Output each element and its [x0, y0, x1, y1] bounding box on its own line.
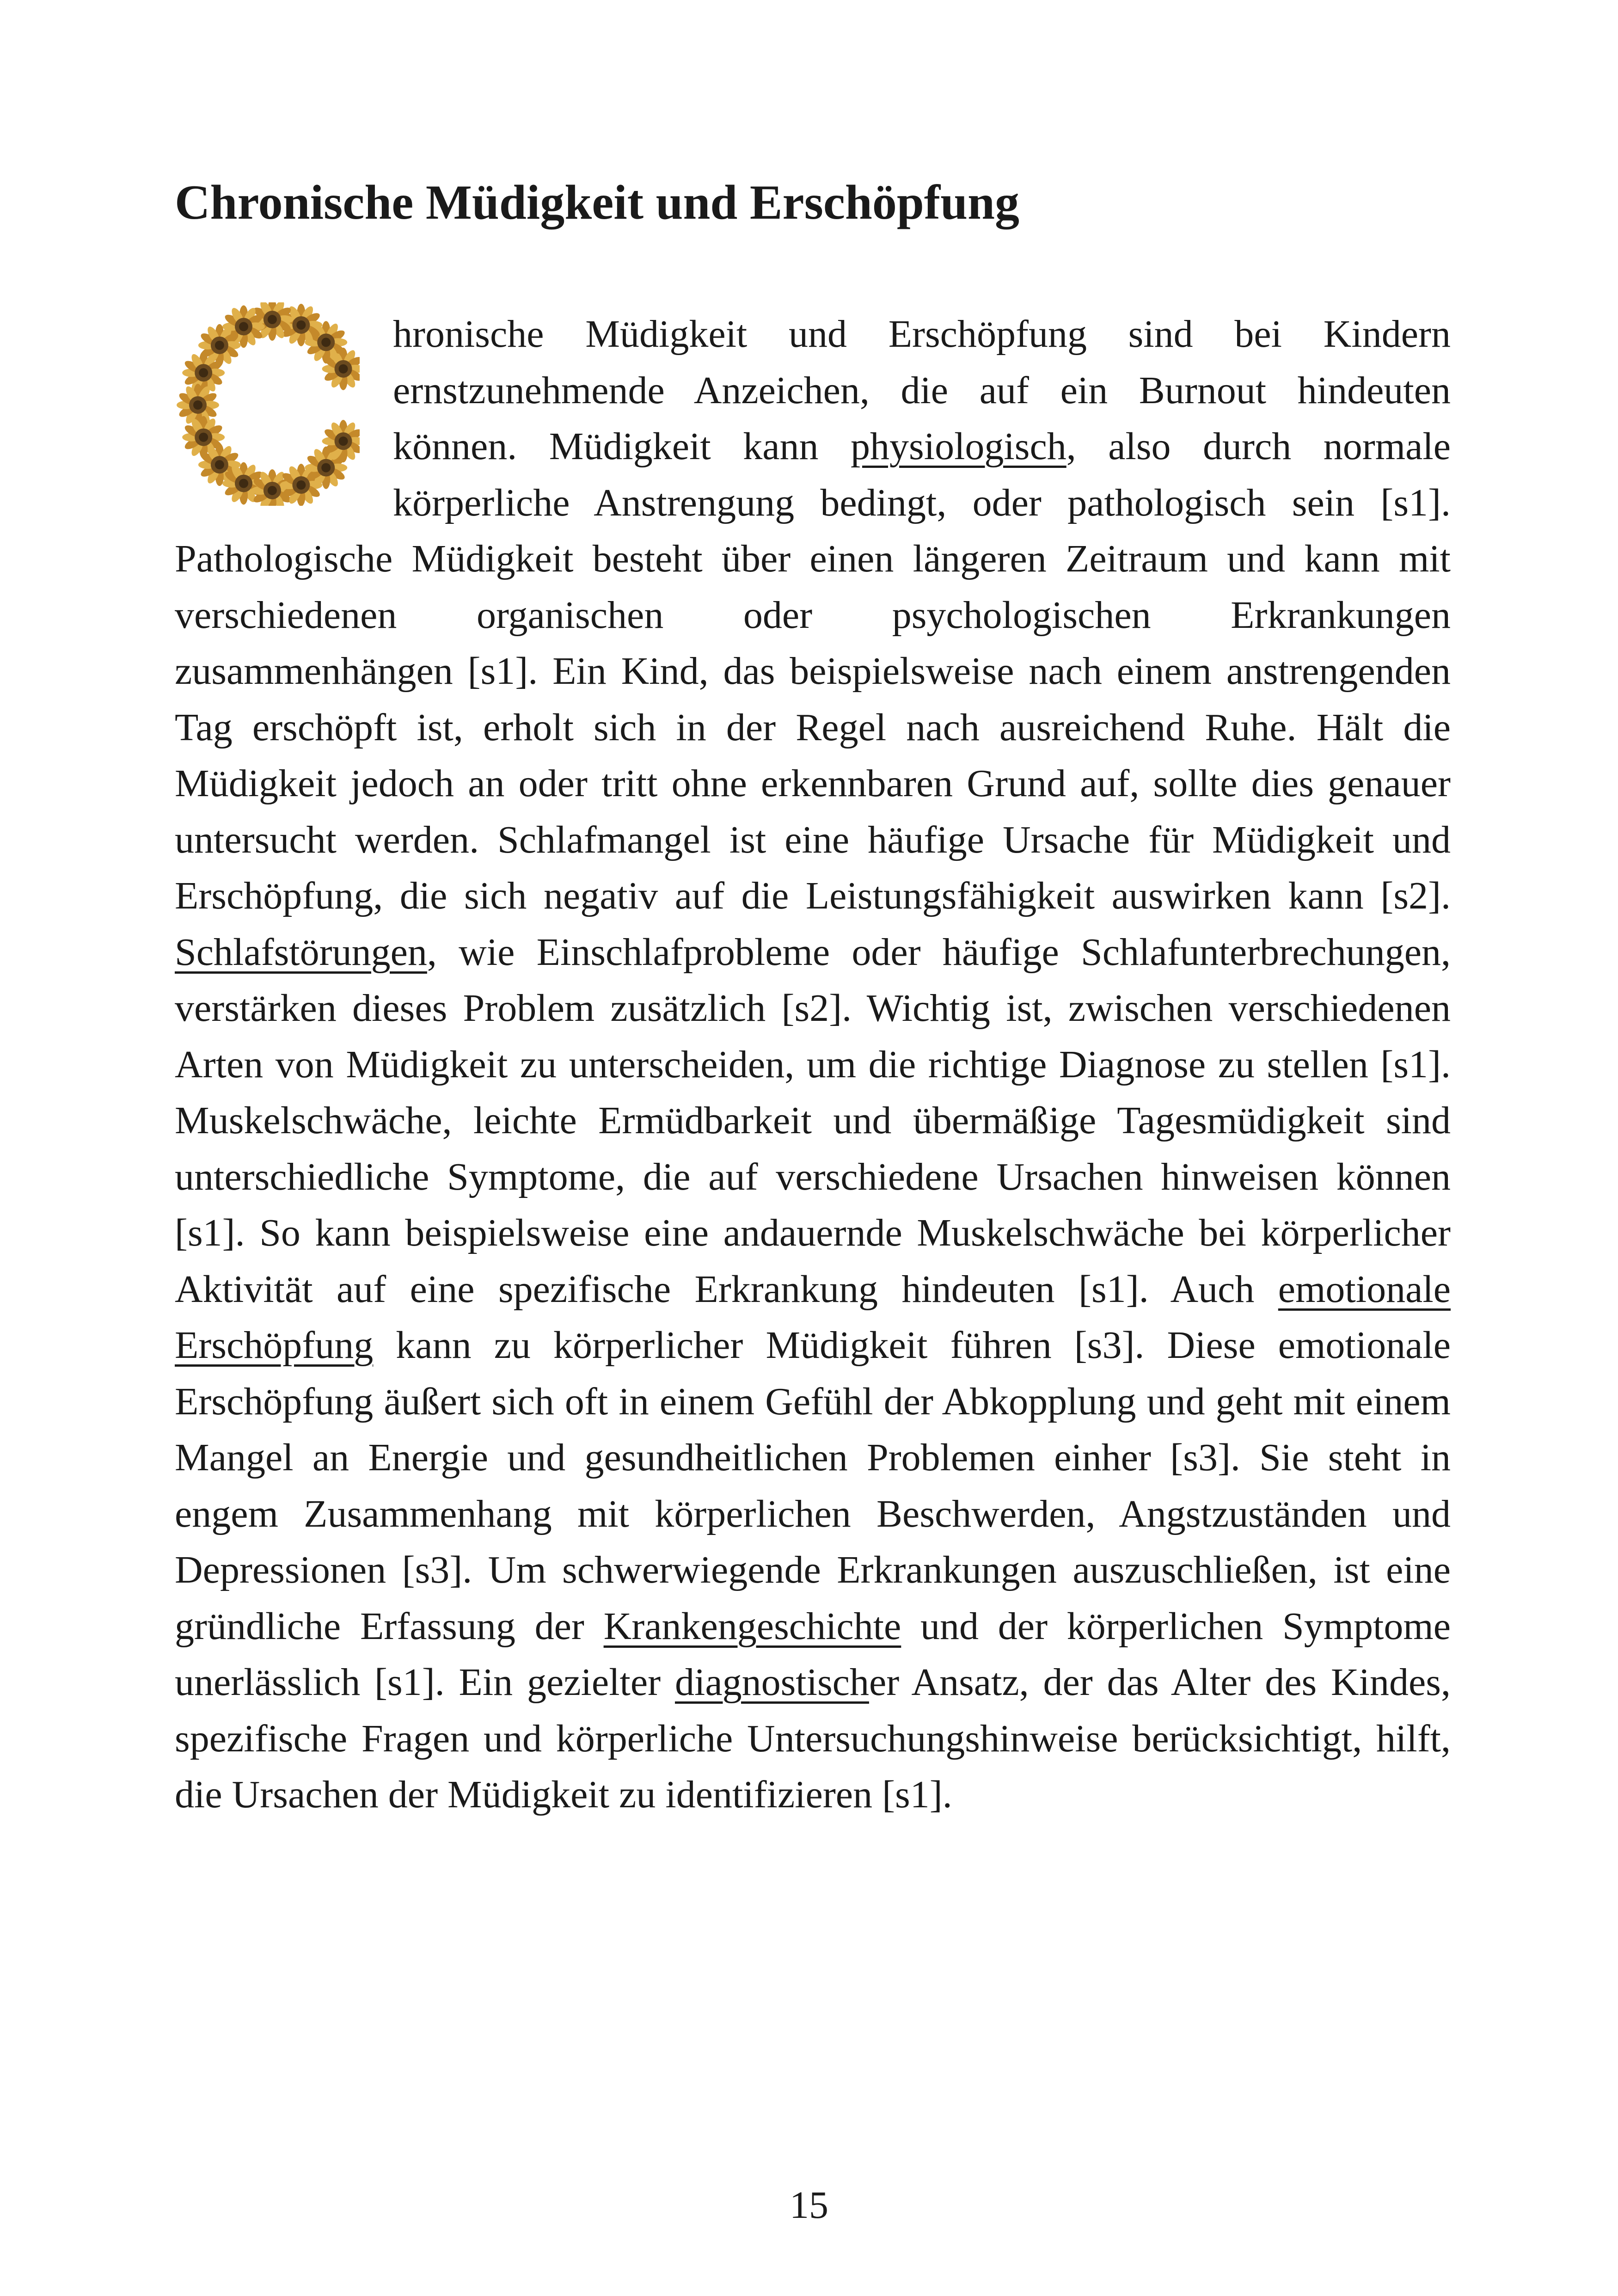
- paragraph-text: [175, 313, 1451, 1816]
- underlined-term-diagnostisch: diagnostisch: [674, 1661, 869, 1704]
- underlined-term-physiologisch: physiologisch: [851, 425, 1066, 468]
- sunflower-letter-c-icon: [175, 302, 360, 506]
- underlined-term-schlafstoerungen: Schlafstörungen: [175, 930, 427, 974]
- text-segment: und der körperlichen Symptome unerlässlich [s1]. Ein gezielter: [175, 1604, 1451, 1704]
- underlined-term-emotionale-erschoepfung: emotionale Erschöpfung: [175, 1267, 1451, 1367]
- text-segment: hronische Müdigkeit und Erschöpfung sind bei Kindern ernstzunehmende Anzeichen, die auf ein Burnout hindeuten können. Müdigkeit kann: [393, 313, 1451, 468]
- page-title: Chronische Müdigkeit und Erschöpfung: [175, 175, 1019, 229]
- text-segment: , also durch normale körperliche Anstrengung bedingt, oder pathologisch sein [s1]. Pathologische Müdigkeit besteht über einen längeren Zeitraum und kann mit verschiedenen organischen oder psychologischen Erkrankungen zusammenhängen [s1]. Ein Kind, das beispielsweise nach einem anstrengenden Tag erschöpft ist, erholt sich in der Regel nach ausreichend Ruhe. Hält die Müdigkeit jedoch an oder tritt ohne erkennbaren Grund auf, sollte dies genauer untersucht werden. Schlafmangel ist eine häufige Ursache für Müdigkeit und Erschöpfung, die sich negativ auf die Leistungsfähigkeit auswirken kann [s2].: [175, 425, 1451, 917]
- text-segment: , wie Einschlafprobleme oder häufige Schlafunterbrechungen, verstärken dieses Problem zusätzlich [s2]. Wichtig ist, zwischen verschiedenen Arten von Müdigkeit zu unterscheiden, um die richtige Diagnose zu stellen [s1]. Muskelschwäche, leichte Ermüdbarkeit und übermäßige Tagesmüdigkeit sind unterschiedliche Symptome, die auf verschiedene Ursachen hinweisen können [s1]. So kann beispielsweise eine andauernde Muskelschwäche bei körperlicher Aktivität auf eine spezifische Erkrankung hindeuten [s1]. Auch: [175, 930, 1451, 1311]
- underlined-term-krankengeschichte: Krankengeschichte: [603, 1604, 901, 1648]
- text-segment: kann zu körperlicher Müdigkeit führen [s3]. Diese emotionale Erschöpfung äußert sich oft in einem Gefühl der Abkopplung und geht mit einem Mangel an Energie und gesundheitlichen Problemen einher [s3]. Sie steht in engem Zusammenhang mit körperlichen Beschwerden, Angstzuständen und Depressionen [s3]. Um schwerwiegende Erkrankungen auszuschließen, ist eine gründliche Erfassung der: [175, 1324, 1451, 1648]
- page-number: 15: [790, 2184, 828, 2227]
- text-segment: er Ansatz, der das Alter des Kindes, spezifische Fragen und körperliche Untersuchungshinweise berücksichtigt, hilft, die Ursachen der Müdigkeit zu identifizieren [s1].: [175, 1661, 1451, 1816]
- body-paragraph: [175, 306, 1451, 1823]
- drop-cap: [175, 306, 387, 522]
